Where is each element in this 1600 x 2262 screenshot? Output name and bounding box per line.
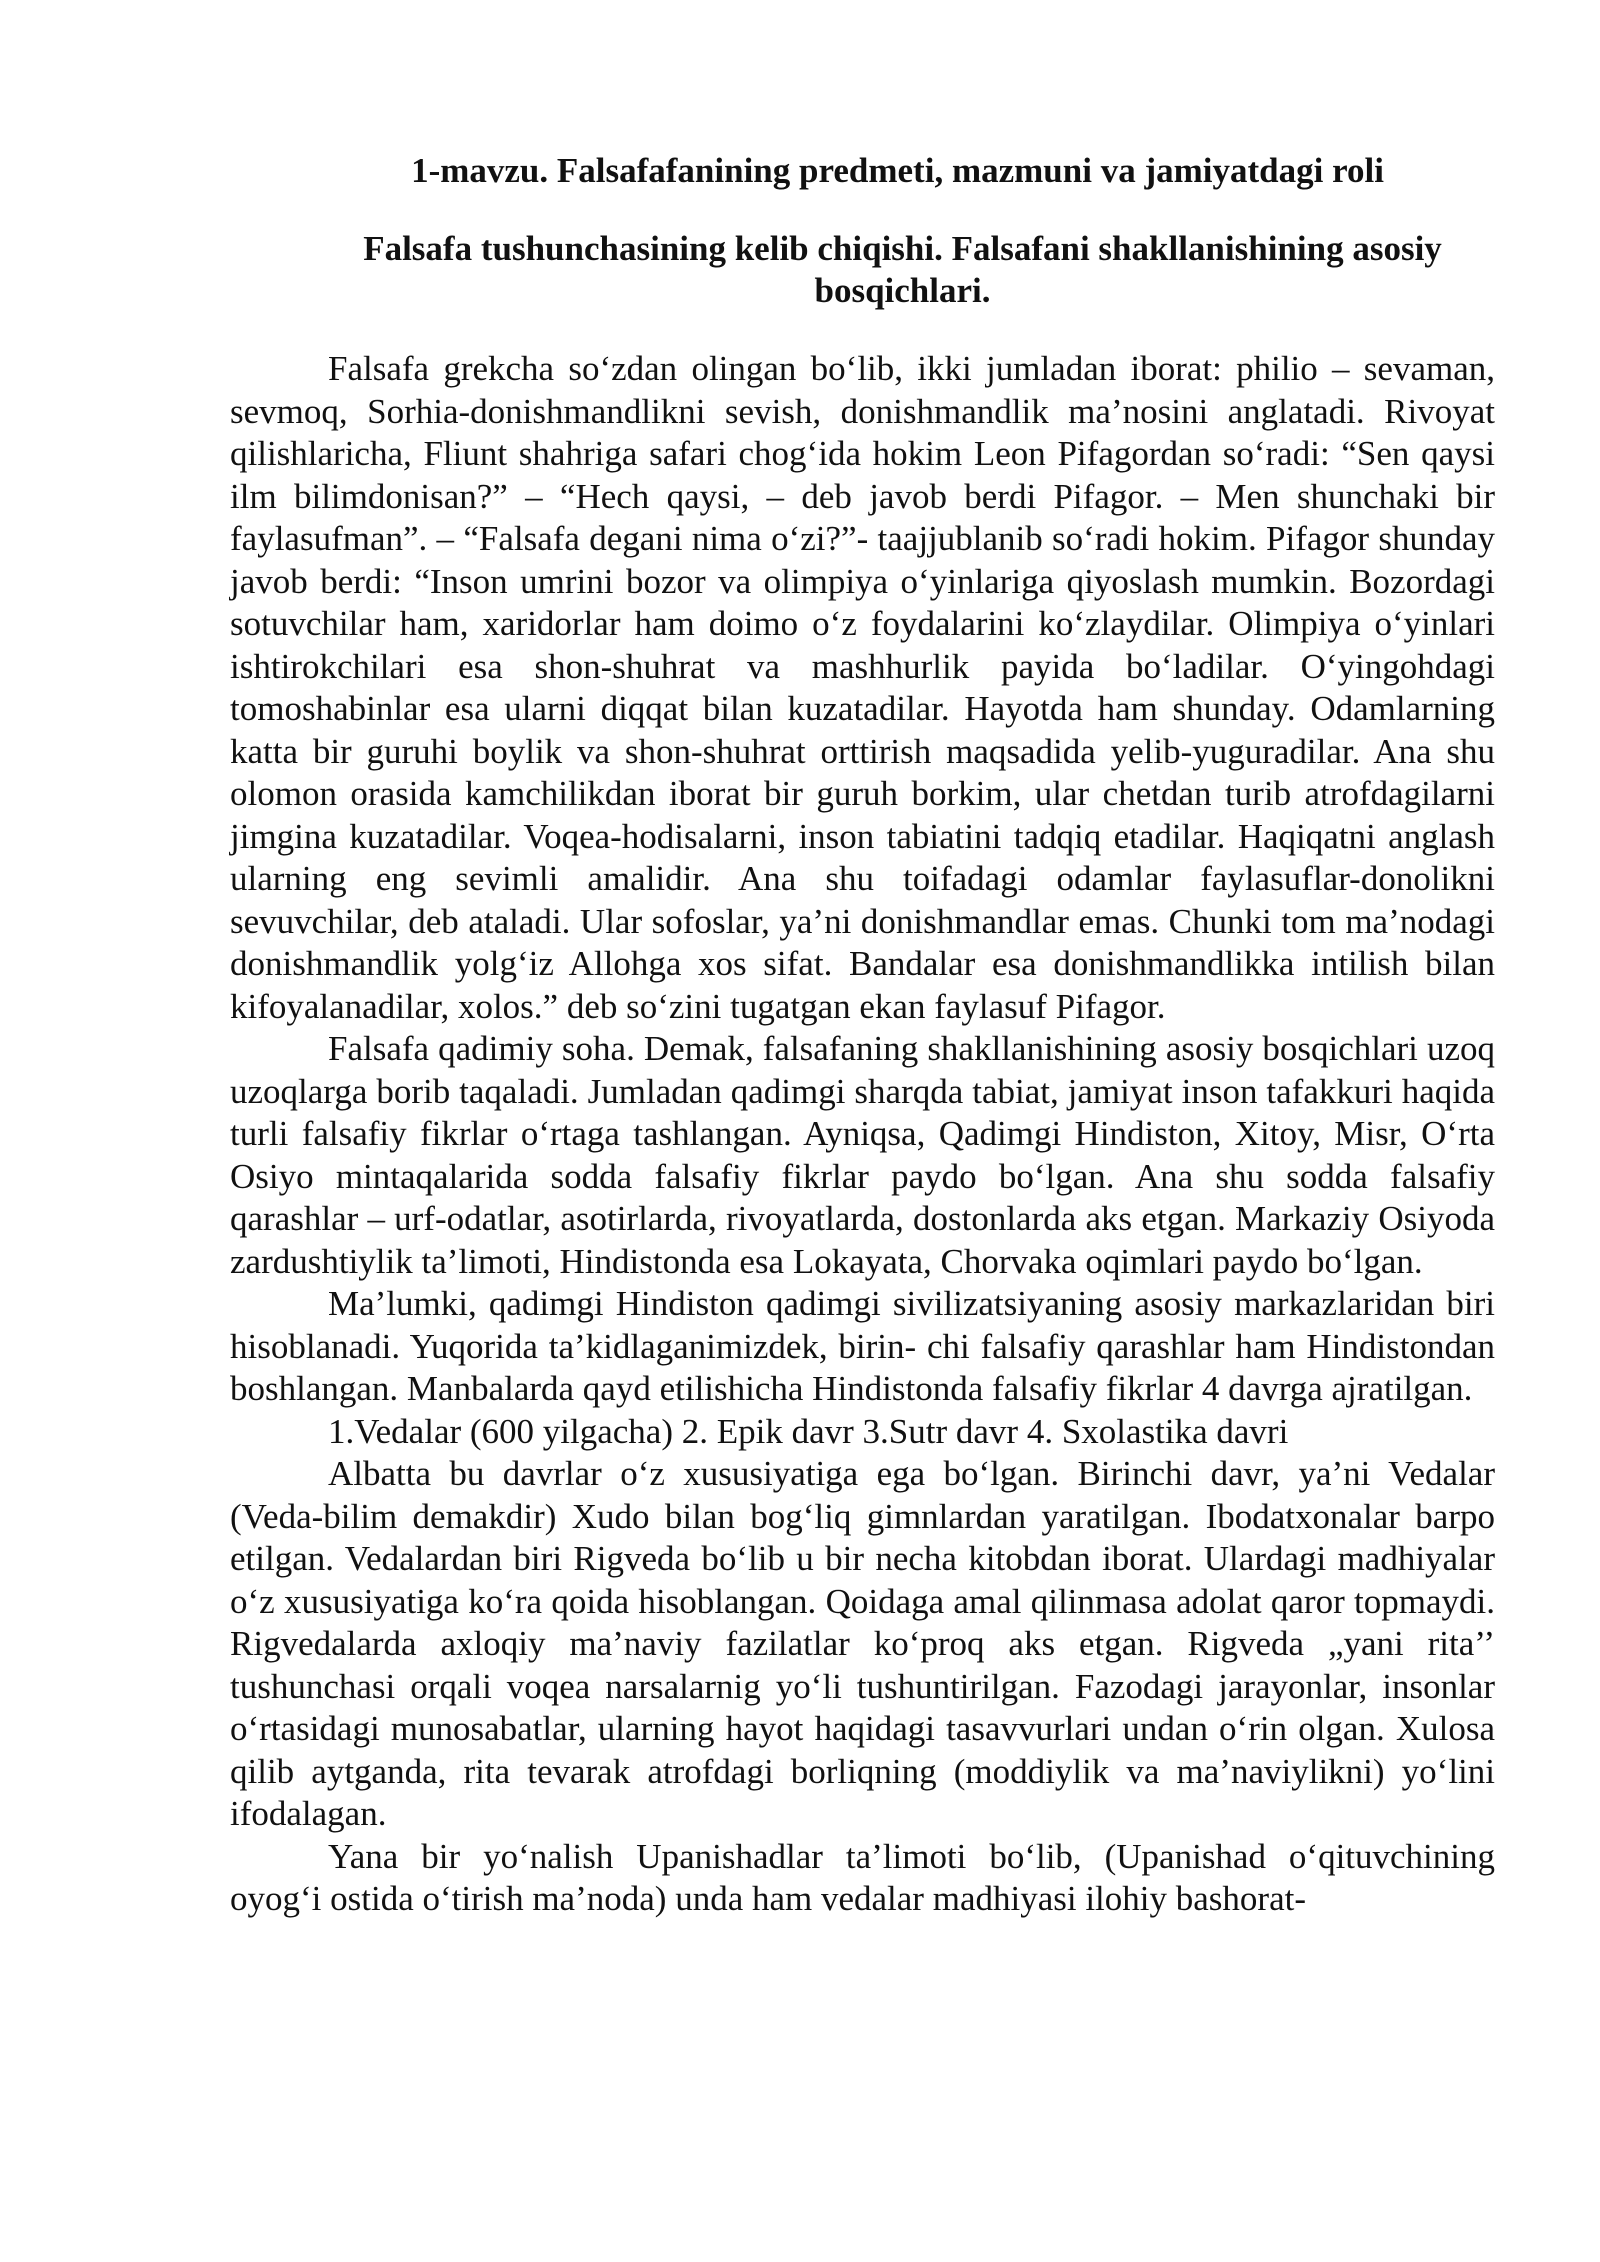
paragraph-ancient-field: Falsafa qadimiy soha. Demak, falsafaning shakllanishining asosiy bosqichlari uzoq uzoqlarga borib taqaladi. Jumladan qadimgi sharqda tabiat, jamiyat inson tafakkuri haqida turli falsafiy fikrlar o‘rtaga tashlangan. Ayniqsa, Qadimgi Hindiston, Xitoy, Misr, O‘rta Osiyo mintaqalarida sodda falsafiy fikrlar paydo bo‘lgan. Ana shu sodda falsafiy qarashlar – urf-odatlar, asotirlarda, rivoyatlarda, dostonlarda aks etgan. Markaziy Osiyoda zardushtiylik ta’limoti, Hindistonda esa Lokayata, Chorvaka oqimlari paydo bo‘lgan. [230,1029,1495,1281]
paragraph-pythagoras: Falsafa grekcha so‘zdan olingan bo‘lib, ikki jumladan iborat: philio – sevaman, sevmoq, Sorhia-donishmandlikni sevish, donishmandlik ma’nosini anglatadi. Rivoyat qilishlaricha, Fliunt shahriga safari chog‘ida hokim Leon Pifagordan so‘radi: “Sen qaysi ilm bilimdonisan?” – “Hech qaysi, – deb javob berdi Pifagor. – Men shunchaki bir faylasufman”. – “Falsafa degani nima o‘zi?”- taajjublanib so‘radi hokim. Pifagor shunday javob berdi: “Inson umrini bozor va olimpiya o‘yinlariga qiyoslash mumkin. Bozordagi sotuvchilar ham, xaridorlar ham doimo o‘z foydalarini ko‘zlaydilar. Olimpiya o‘yinlari ishtirokchilari esa shon-shuhrat va mashhurlik payida bo‘ladilar. O‘yingohdagi tomoshabinlar esa ularni diqqat bilan kuzatadilar. Hayotda ham shunday. Odamlarning katta bir guruhi boylik va shon-shuhrat orttirish maqsadida yelib-yuguradilar. Ana shu olomon orasida kamchilikdan iborat bir guruh borkim, ular chetdan turib atrofdagilarni jimgina kuzatadilar. Voqea-hodisalarni, inson tabiatini tadqiq etadilar. Haqiqatni anglash ularning eng sevimli amalidir. Ana shu toifadagi odamlar faylasuflar-donolikni sevuvchilar, deb ataladi. Ular sofoslar, ya’ni donishmandlar emas. Chunki tom ma’nodagi donishmandlik yolg‘iz Allohga xos sifat. Bandalar esa donishmandlikka intilish bilan kifoyalanadilar, xolos.” deb so‘zini tugatgan ekan faylasuf Pifagor. [230,349,1495,1026]
section-subtitle: Falsafa tushunchasining kelib chiqishi. Falsafani shakllanishining asosiy bosqichlari. [363,229,1442,310]
paragraph-upanishads: Yana bir yo‘nalish Upanishadlar ta’limoti bo‘lib, (Upanishad o‘qituvchining oyog‘i ostida o‘tirish ma’noda) unda ham vedalar madhiyasi ilohiy bashorat- [230,1836,1495,1918]
paragraph-india: Ma’lumki, qadimgi Hindiston qadimgi sivilizatsiyaning asosiy markazlaridan biri hisoblanadi. Yuqorida ta’kidlaganimizdek, birin- chi falsafiy qarashlar ham Hindistondan boshlangan. Manbalarda qayd etilishicha Hindistonda falsafiy fikrlar 4 davrga ajratilgan. [230,1284,1495,1408]
page-title: 1-mavzu. Falsafafanining predmeti, mazmuni va jamiyatdagi roli [411,151,1384,190]
paragraph-periods-list: 1.Vedalar (600 yilgacha) 2. Epik davr 3.Sutr davr 4. Sxolastika davri [328,1411,1289,1451]
paragraph-vedas: Albatta bu davrlar o‘z xususiyatiga ega bo‘lgan. Birinchi davr, ya’ni Vedalar (Veda-bilim demakdir) Xudo bilan bog‘liq gimnlardan yaratilgan. Ibodatxonalar barpo etilgan. Vedalardan biri Rigveda bo‘lib u bir necha kitobdan iborat. Ulardagi madhiyalar o‘z xususiyatiga ko‘ra qoida hisoblangan. Qoidaga amal qilinmasa adolat qaror topmaydi. Rigvedalarda axloqiy ma’naviy fazilatlar ko‘proq aks etgan. Rigveda „yani rita’’ tushunchasi orqali voqea narsalarnig yo‘li tushuntirilgan. Fazodagi jarayonlar, insonlar o‘rtasidagi munosabatlar, ularning hayot haqidagi tasavvurlari undan o‘rin olgan. Xulosa qilib aytganda, rita tevarak atrofdagi borliqning (moddiylik va ma’naviylikni) yo‘lini ifodalagan. [230,1454,1495,1833]
document-page [230,150,1495,1921]
body-text [230,348,1495,1921]
